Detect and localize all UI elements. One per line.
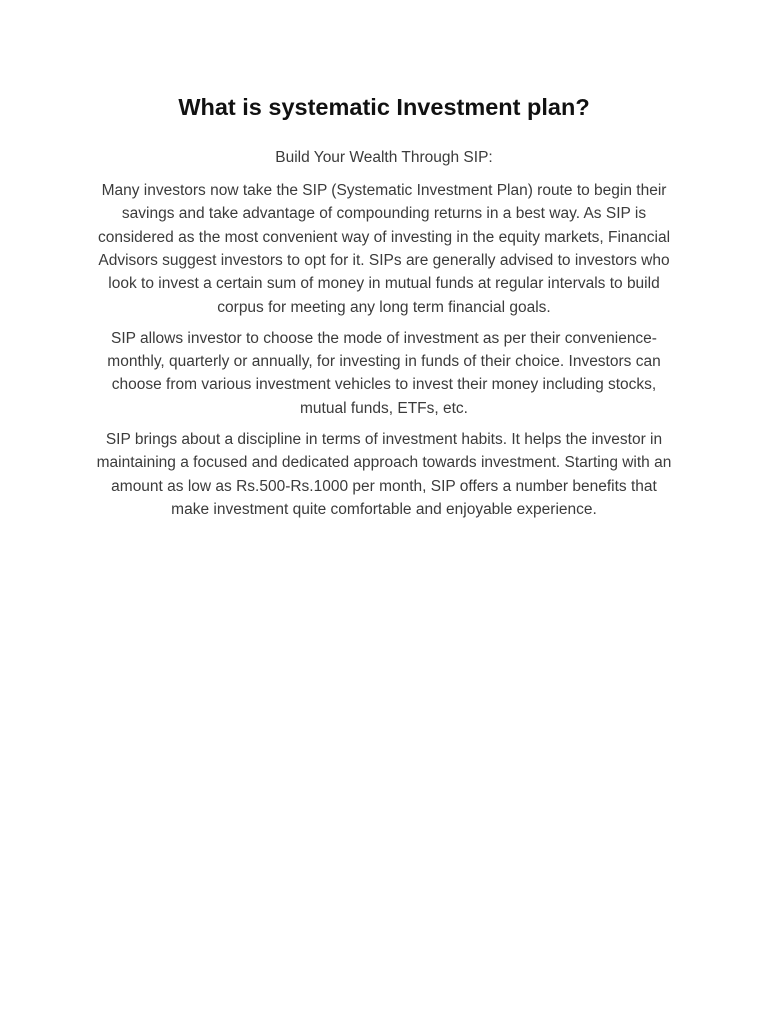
paragraph-intro: Many investors now take the SIP (Systematic Investment Plan) route to begin their savings and take advantage of compounding returns in a best way. As SIP is considered as the most convenient way of investing in the equity markets, Financial Advisors suggest investors to opt for it. SIPs are generally advised to investors who look to invest a certain sum of money in mutual funds at regular intervals to build corpus for meeting any long term financial goals. <box>97 182 671 316</box>
page-title: What is systematic Investment plan? <box>178 94 590 120</box>
document-body <box>92 92 676 529</box>
paragraph-modes: SIP allows investor to choose the mode of investment as per their convenience- monthly, quarterly or annually, for investing in funds of their choice. Investors can choose from various investment vehicles to invest their money including stocks, mutual funds, ETFs, etc. <box>107 329 661 417</box>
subtitle: Build Your Wealth Through SIP: <box>275 148 493 166</box>
paragraph-discipline: SIP brings about a discipline in terms of investment habits. It helps the investor in maintaining a focused and dedicated approach towards investment. Starting with an amount as low as Rs.500-Rs.1000 per month, SIP offers a number benefits that make investment quite comfortable and enjoyable experience. <box>96 430 672 518</box>
